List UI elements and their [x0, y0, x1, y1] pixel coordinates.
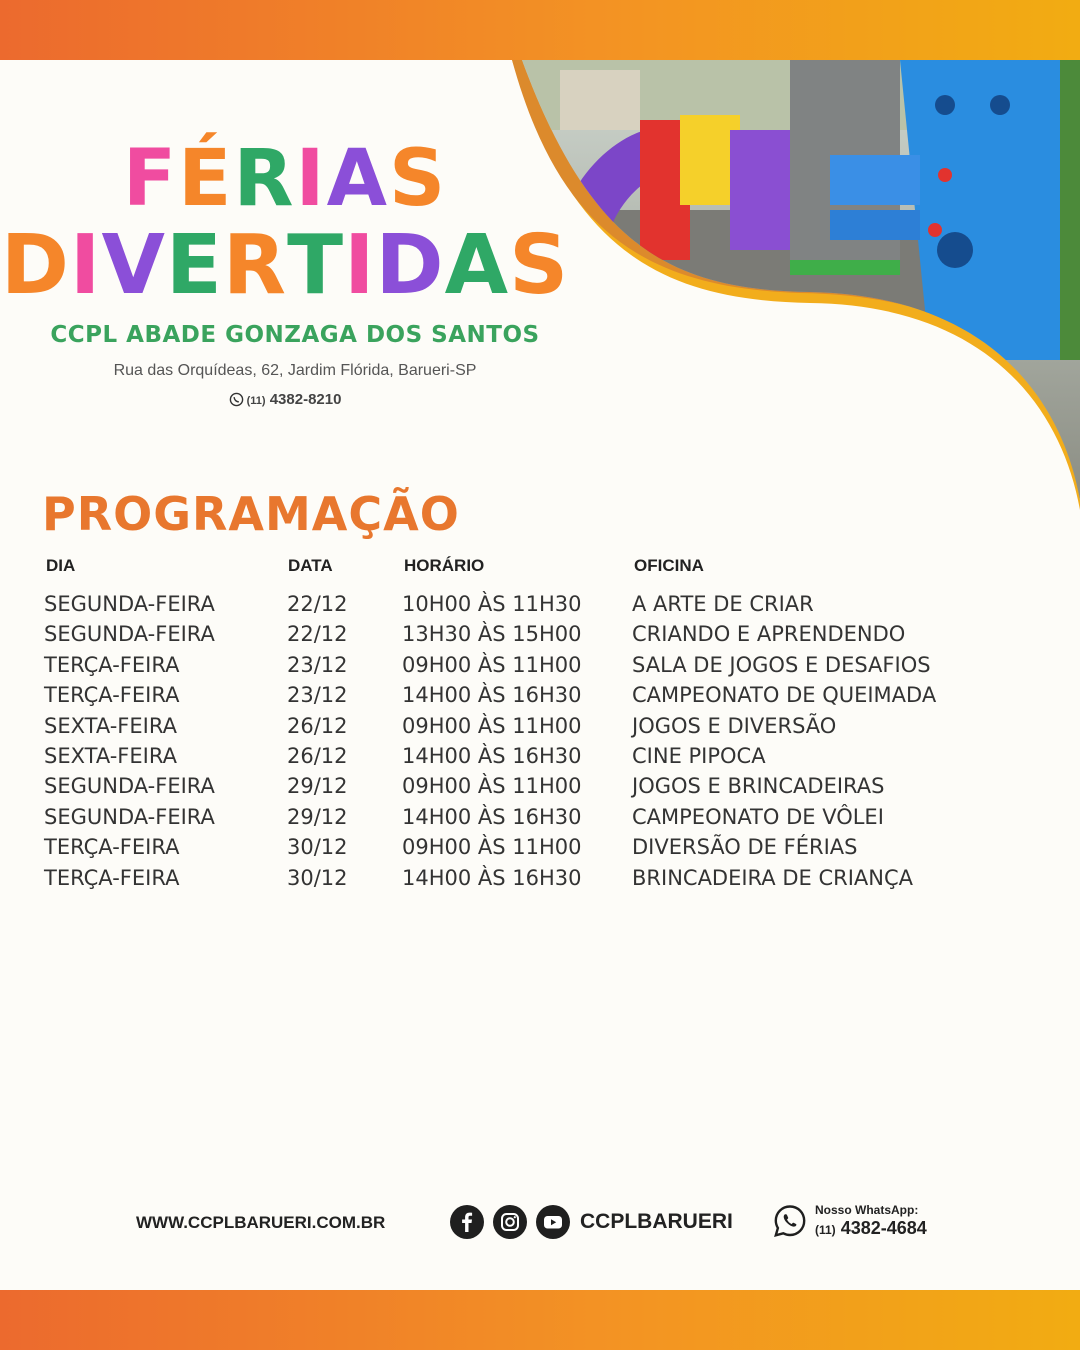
cell-dia: SEGUNDA-FEIRA [44, 774, 215, 799]
whatsapp-label: Nosso WhatsApp: [815, 1203, 919, 1217]
cell-dia: TERÇA-FEIRA [44, 835, 180, 860]
cell-dia: SEGUNDA-FEIRA [44, 622, 215, 647]
title-letter: I [344, 218, 376, 313]
title-letter: I [69, 218, 102, 313]
title-letter: A [444, 218, 510, 313]
cell-oficina: CAMPEONATO DE QUEIMADA [632, 683, 937, 708]
title-letter: I [295, 134, 327, 224]
cell-data: 30/12 [287, 865, 348, 890]
cell-horario: 09H00 ÀS 11H00 [402, 774, 582, 799]
cell-horario: 14H00 ÀS 16H30 [402, 865, 582, 890]
cell-oficina: JOGOS E BRINCADEIRAS [632, 774, 885, 799]
header-dia: DIA [46, 556, 76, 575]
table-row [0, 683, 1080, 713]
cell-dia: SEGUNDA-FEIRA [44, 804, 215, 829]
title-letter: F [122, 134, 179, 224]
title-letter: R [233, 134, 296, 224]
cell-horario: 09H00 ÀS 11H00 [402, 652, 582, 677]
cell-oficina: JOGOS E DIVERSÃO [632, 713, 837, 738]
cell-dia: TERÇA-FEIRA [44, 652, 180, 677]
cell-dia: SEXTA-FEIRA [44, 713, 177, 738]
school-name: CCPL ABADE GONZAGA DOS SANTOS [50, 322, 540, 348]
school-phone [0, 391, 570, 408]
cell-horario: 14H00 ÀS 16H30 [402, 683, 582, 708]
whatsapp-icon [229, 392, 244, 407]
title-line-divertidas [0, 218, 570, 313]
table-row [0, 866, 1080, 896]
title-line-ferias [0, 134, 570, 224]
cell-dia: SEGUNDA-FEIRA [44, 592, 215, 616]
cell-data: 23/12 [287, 652, 348, 677]
cell-dia: TERÇA-FEIRA [44, 865, 180, 890]
phone-ddd: (11) [246, 395, 266, 407]
cell-data: 30/12 [287, 835, 348, 860]
title-letter: S [388, 134, 448, 224]
whatsapp-icon[interactable] [772, 1203, 808, 1239]
facebook-icon[interactable] [450, 1205, 484, 1239]
youtube-icon[interactable] [536, 1205, 570, 1239]
cell-oficina: BRINCADEIRA DE CRIANÇA [632, 865, 914, 890]
title-letter: É [178, 134, 234, 224]
cell-oficina: SALA DE JOGOS E DESAFIOS [632, 652, 931, 677]
cell-oficina: CAMPEONATO DE VÔLEI [632, 804, 884, 829]
table-row [0, 653, 1080, 683]
title-letter: D [0, 218, 70, 313]
cell-oficina: A ARTE DE CRIAR [632, 592, 814, 616]
title-letter: V [101, 218, 166, 313]
school-address: Rua das Orquídeas, 62, Jardim Flórida, Barueri-SP [113, 362, 477, 379]
cell-horario: 09H00 ÀS 11H00 [402, 835, 582, 860]
cell-horario: 09H00 ÀS 11H00 [402, 713, 582, 738]
footer [0, 1203, 1080, 1243]
top-orange-band [0, 0, 1080, 60]
cell-horario: 10H00 ÀS 11H30 [402, 592, 582, 616]
cell-data: 22/12 [287, 622, 348, 647]
table-row [0, 835, 1080, 865]
title-letter: T [287, 218, 345, 313]
whatsapp-number-value: 4382-4684 [840, 1218, 927, 1238]
bottom-orange-band [0, 1290, 1080, 1350]
phone-number: 4382-8210 [269, 391, 342, 408]
instagram-icon[interactable] [493, 1205, 527, 1239]
whatsapp-ddd: (11) [815, 1223, 836, 1237]
table-row [0, 592, 1080, 622]
cell-data: 29/12 [287, 804, 348, 829]
cell-dia: TERÇA-FEIRA [44, 683, 180, 708]
table-row [0, 774, 1080, 804]
header-oficina: OFICINA [634, 556, 704, 575]
cell-data: 26/12 [287, 713, 348, 738]
title-letter: D [375, 218, 445, 313]
cell-data: 22/12 [287, 592, 348, 616]
cell-data: 26/12 [287, 743, 348, 768]
title-letter: E [165, 218, 223, 313]
table-row [0, 744, 1080, 774]
cell-oficina: DIVERSÃO DE FÉRIAS [632, 835, 858, 860]
cell-horario: 13H30 ÀS 15H00 [402, 622, 582, 647]
website-link[interactable]: WWW.CCPLBARUERI.COM.BR [136, 1213, 386, 1232]
whatsapp-number[interactable] [815, 1218, 927, 1239]
playground-photo [500, 60, 1080, 510]
header-data: DATA [288, 556, 333, 575]
cell-horario: 14H00 ÀS 16H30 [402, 804, 582, 829]
title-letter: A [326, 134, 389, 224]
cell-data: 23/12 [287, 683, 348, 708]
cell-oficina: CRIANDO E APRENDENDO [632, 622, 906, 647]
table-row [0, 714, 1080, 744]
cell-dia: SEXTA-FEIRA [44, 743, 177, 768]
schedule-table [0, 592, 1080, 896]
header-horario: HORÁRIO [404, 556, 485, 575]
title-letter: R [222, 218, 288, 313]
cell-oficina: CINE PIPOCA [632, 743, 766, 768]
social-handle[interactable]: CCPLBARUERI [580, 1210, 733, 1233]
title-letter: S [509, 218, 570, 313]
table-row [0, 805, 1080, 835]
cell-data: 29/12 [287, 774, 348, 799]
table-row [0, 622, 1080, 652]
section-title: PROGRAMAÇÃO [42, 487, 460, 541]
cell-horario: 14H00 ÀS 16H30 [402, 743, 582, 768]
